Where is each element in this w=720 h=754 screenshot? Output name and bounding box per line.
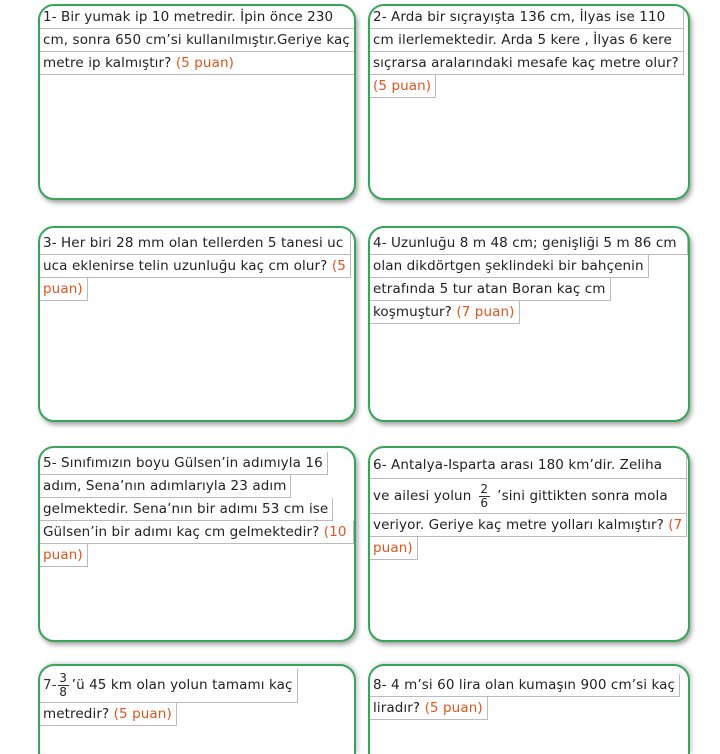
q4-line-2: olan dikdörtgen şeklindeki bir bahçenin bbox=[370, 255, 649, 278]
q4-line-4 bbox=[370, 301, 520, 324]
question-1-text bbox=[40, 6, 355, 75]
q4-line-4-text: koşmuştur? bbox=[373, 304, 457, 320]
q4-line-3: etrafında 5 tur atan Boran kaç cm bbox=[370, 278, 611, 301]
question-8-text bbox=[370, 674, 680, 720]
q6-frac-num: 2 bbox=[480, 481, 489, 496]
q1-line-2: cm, sonra 650 cm’si kullanılmıştır.Geriye kaç bbox=[40, 29, 355, 52]
q8-line-2-text: liradır? bbox=[373, 700, 425, 716]
q8-line-2 bbox=[370, 697, 488, 720]
q6-points-a: (7 bbox=[668, 517, 683, 533]
q6-line-2-before: ve ailesi yolun bbox=[373, 488, 472, 504]
q1-line-1: 1- Bir yumak ip 10 metredir. İpin önce 230 bbox=[40, 6, 355, 29]
q7-prefix: 7- bbox=[43, 677, 57, 693]
question-card-4 bbox=[368, 226, 690, 422]
q7-points: (5 puan) bbox=[113, 706, 172, 722]
q3-points-a: (5 bbox=[331, 258, 346, 274]
q6-points-b: puan) bbox=[370, 537, 418, 560]
question-card-7 bbox=[38, 664, 356, 754]
q1-points: (5 puan) bbox=[175, 55, 234, 71]
q3-points-b: puan) bbox=[40, 278, 88, 301]
q5-line-4-text: Gülsen’in bir adımı kaç cm gelmektedir? bbox=[43, 524, 324, 540]
q6-line-2 bbox=[370, 479, 687, 514]
q6-line-2-after: ’sini gittikten sonra mola bbox=[497, 488, 668, 504]
q3-line-2 bbox=[40, 255, 351, 278]
q3-line-2-text: uca eklenirse telin uzunluğu kaç cm olur? bbox=[43, 258, 332, 274]
q5-points-b: puan) bbox=[40, 544, 88, 567]
question-4-text bbox=[370, 232, 688, 324]
q7-frac-num: 3 bbox=[59, 670, 68, 685]
q7-line-2-text: metredir? bbox=[43, 706, 114, 722]
q2-line-1: 2- Arda bir sıçrayışta 136 cm, İlyas ise 110 bbox=[370, 6, 684, 29]
question-2-text bbox=[370, 6, 684, 98]
q6-frac-den: 6 bbox=[480, 495, 489, 510]
q7-frac-den: 8 bbox=[59, 684, 68, 699]
q7-fraction bbox=[58, 672, 69, 699]
question-card-5 bbox=[38, 446, 356, 642]
q6-line-3 bbox=[370, 514, 687, 537]
q5-line-4 bbox=[40, 521, 354, 544]
q8-points: (5 puan) bbox=[424, 700, 483, 716]
question-6-text bbox=[370, 452, 687, 560]
q8-line-1: 8- 4 m’si 60 lira olan kumaşın 900 cm’si kaç bbox=[370, 674, 680, 697]
q3-line-1: 3- Her biri 28 mm olan tellerden 5 tanesi uc bbox=[40, 232, 351, 255]
q5-line-1: 5- Sınıfımızın boyu Gülsen’in adımıyla 16 bbox=[40, 452, 328, 475]
q6-fraction bbox=[479, 483, 490, 510]
question-card-1 bbox=[38, 4, 356, 200]
q7-line-1 bbox=[40, 668, 298, 703]
q7-line-2 bbox=[40, 703, 177, 726]
q7-line-1-after: ’ü 45 km olan yolun tamamı kaç bbox=[71, 677, 293, 693]
q2-points: (5 puan) bbox=[370, 75, 436, 98]
q2-line-3: sıçrarsa aralarındaki mesafe kaç metre olur? bbox=[370, 52, 684, 75]
q6-line-3-text: veriyor. Geriye kaç metre yolları kalmıştır? bbox=[373, 517, 669, 533]
question-5-text bbox=[40, 452, 354, 567]
question-card-6 bbox=[368, 446, 690, 642]
q6-line-1: 6- Antalya-Isparta arası 180 km’dir. Zeliha bbox=[370, 452, 687, 479]
q2-line-2: cm ilerlemektedir. Arda 5 kere , İlyas 6 kere bbox=[370, 29, 684, 52]
question-3-text bbox=[40, 232, 351, 301]
q5-line-3: gelmektedir. Sena’nın bir adımı 53 cm ise bbox=[40, 498, 333, 521]
question-card-8 bbox=[368, 664, 690, 754]
q5-line-2: adım, Sena’nın adımlarıyla 23 adım bbox=[40, 475, 291, 498]
q4-line-1: 4- Uzunluğu 8 m 48 cm; genişliği 5 m 86 cm bbox=[370, 232, 688, 255]
question-card-2 bbox=[368, 4, 690, 200]
question-card-3 bbox=[38, 226, 356, 422]
q4-points: (7 puan) bbox=[456, 304, 515, 320]
q1-line-3 bbox=[40, 52, 355, 75]
q1-line-3-text: metre ip kalmıştır? bbox=[43, 55, 176, 71]
q5-points-a: (10 bbox=[323, 524, 347, 540]
question-7-text bbox=[40, 668, 298, 726]
